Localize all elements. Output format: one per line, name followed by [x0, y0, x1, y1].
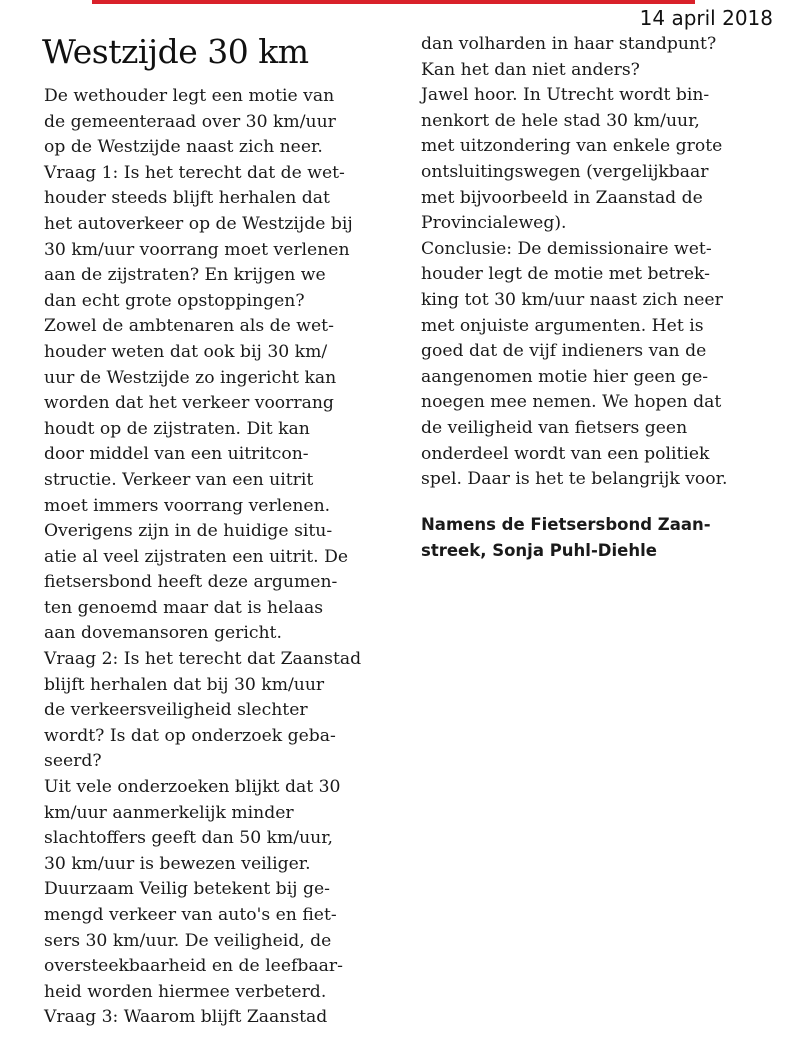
body-line: de gemeenteraad over 30 km/uur	[44, 111, 336, 132]
body-line: 30 km/uur voorrang moet verlenen	[44, 239, 350, 260]
body-line: dan echt grote opstoppingen?	[44, 290, 305, 311]
body-line: Kan het dan niet anders?	[421, 59, 640, 80]
body-line: Overigens zijn in de huidige situ-	[44, 521, 333, 542]
body-line: aan de zijstraten? En krijgen we	[44, 265, 326, 286]
body-line: Provincialeweg).	[421, 213, 567, 234]
body-line: Duurzaam Veilig betekent bij ge-	[44, 879, 330, 900]
article-column-left	[44, 84, 394, 1031]
body-line: Jawel hoor. In Utrecht wordt bin-	[421, 85, 710, 106]
body-line: nenkort de hele stad 30 km/uur,	[421, 110, 700, 131]
body-line: goed dat de vijf indieners van de	[421, 341, 707, 362]
body-line: De wethouder legt een motie van	[44, 86, 335, 106]
body-line: Uit vele onderzoeken blijkt dat 30	[44, 777, 341, 798]
body-line: aangenomen motie hier geen ge-	[421, 366, 709, 387]
body-line: king tot 30 km/uur naast zich neer	[421, 289, 723, 310]
body-line: wordt? Is dat op onderzoek geba-	[44, 725, 336, 746]
body-line: Vraag 1: Is het terecht dat de wet-	[44, 162, 345, 183]
body-line: heid worden hiermee verbeterd.	[44, 981, 327, 1002]
body-line: aan dovemansoren gericht.	[44, 623, 282, 644]
body-line: met uitzondering van enkele grote	[421, 136, 723, 157]
body-line: door middel van een uitritcon-	[44, 444, 309, 465]
body-line: slachtoffers geeft dan 50 km/uur,	[44, 828, 334, 849]
body-line: het autoverkeer op de Westzijde bij	[44, 213, 353, 234]
body-line: dan volharden in haar standpunt?	[421, 34, 717, 54]
body-line: uur de Westzijde zo ingericht kan	[44, 367, 337, 388]
body-line: atie al veel zijstraten een uitrit. De	[44, 546, 349, 567]
body-line: oversteekbaarheid en de leefbaar-	[44, 956, 343, 977]
body-line: Vraag 3: Waarom blijft Zaanstad	[44, 1007, 328, 1028]
date-stamp: 14 april 2018	[639, 6, 773, 30]
body-line: km/uur aanmerkelijk minder	[44, 802, 294, 823]
body-line: spel. Daar is het te belangrijk voor.	[421, 469, 728, 490]
body-line: de veiligheid van fietsers geen	[421, 417, 688, 438]
body-line: met onjuiste argumenten. Het is	[421, 315, 704, 336]
body-line: blijft herhalen dat bij 30 km/uur	[44, 674, 325, 695]
body-line: onderdeel wordt van een politiek	[421, 443, 710, 464]
body-line: op de Westzijde naast zich neer.	[44, 137, 323, 158]
body-line: Vraag 2: Is het terecht dat Zaanstad	[44, 649, 362, 670]
article-title: Westzijde 30 km	[42, 32, 309, 71]
body-line: houdt op de zijstraten. Dit kan	[44, 418, 310, 439]
body-line: 30 km/uur is bewezen veiliger.	[44, 853, 311, 874]
body-line: de verkeersveiligheid slechter	[44, 700, 308, 721]
body-line: ten genoemd maar dat is helaas	[44, 597, 324, 618]
body-line: worden dat het verkeer voorrang	[44, 393, 334, 414]
body-line: ontsluitingswegen (vergelijkbaar	[421, 161, 709, 182]
signature	[421, 512, 711, 563]
top-red-rule	[92, 0, 695, 4]
body-line: moet immers voorrang verlenen.	[44, 495, 331, 516]
body-line: fietsersbond heeft deze argumen-	[44, 572, 338, 593]
body-line: noegen mee nemen. We hopen dat	[421, 392, 722, 413]
body-line: mengd verkeer van auto's en fiet-	[44, 905, 337, 925]
body-line: met bijvoorbeeld in Zaanstad de	[421, 187, 703, 208]
signature-line: Namens de Fietsersbond Zaan-	[421, 515, 711, 534]
body-line: houder weten dat ook bij 30 km/	[44, 341, 328, 362]
body-line: houder steeds blijft herhalen dat	[44, 188, 330, 209]
body-line: seerd?	[44, 751, 102, 772]
body-line: structie. Verkeer van een uitrit	[44, 469, 314, 490]
body-line: sers 30 km/uur. De veiligheid, de	[44, 930, 332, 951]
body-line: Zowel de ambtenaren als de wet-	[44, 316, 334, 337]
body-line: Conclusie: De demissionaire wet-	[421, 238, 712, 259]
signature-line: streek, Sonja Puhl-Diehle	[421, 540, 657, 560]
article-column-right	[421, 32, 771, 493]
body-line: houder legt de motie met betrek-	[421, 264, 710, 285]
